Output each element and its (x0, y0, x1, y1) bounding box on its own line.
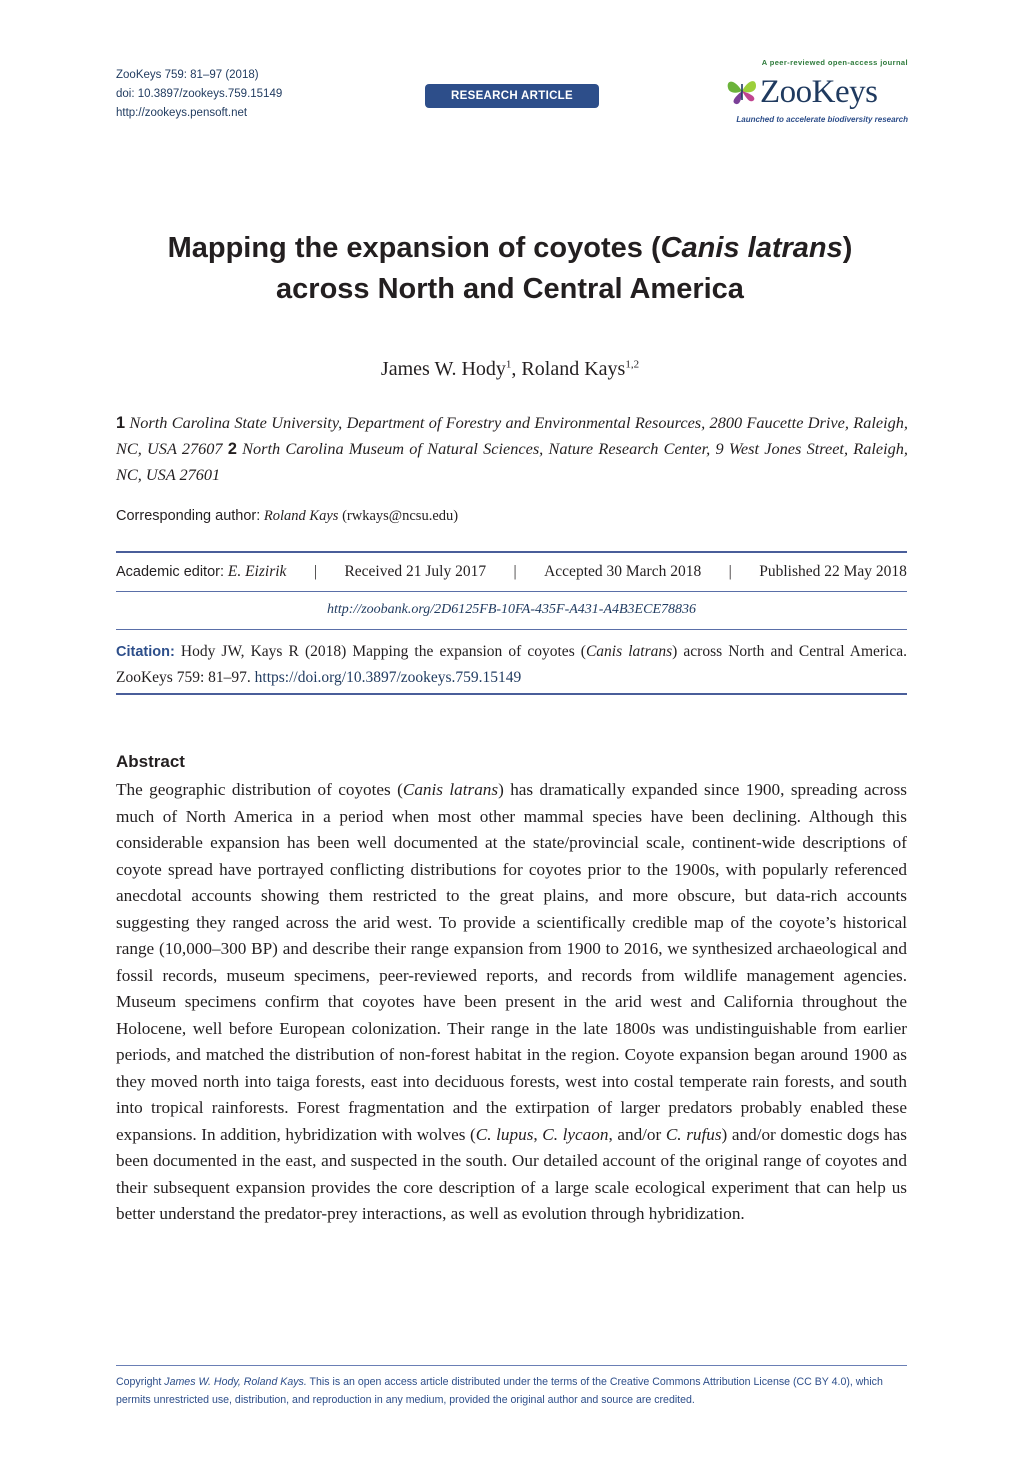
citation-doi-link[interactable]: https://doi.org/10.3897/zookeys.759.15149 (254, 669, 522, 686)
corresponding-name: Roland Kays (263, 508, 339, 524)
author-separator: , (511, 358, 522, 380)
footer-divider (116, 1365, 907, 1366)
title-line-1 (110, 228, 910, 269)
corresponding-author (116, 508, 458, 525)
abstract-body (116, 777, 907, 1228)
author-1: James W. Hody (380, 358, 506, 380)
copyright-label: Copyright (116, 1376, 162, 1388)
separator: | (313, 563, 317, 580)
article-title (110, 228, 910, 310)
author-2-affil: 1,2 (625, 358, 640, 371)
separator: | (728, 563, 732, 580)
citation-block (116, 639, 907, 691)
species-rufus: C. rufus (665, 1124, 722, 1144)
abstract-text-1: The geographic distribution of coyotes ( (116, 780, 403, 799)
abstract-species: Canis latrans (402, 780, 499, 799)
editorial-info (116, 563, 907, 581)
title-close-paren: ) (842, 232, 853, 264)
title-text: Mapping the expansion of coyotes ( (167, 232, 661, 264)
abstract-text-2: ) has dramatically expanded since 1900, spreading across much of North America in a period when most other mammal species have been declining. Although this considerable expansion has been well documented at the state/provincial scale, continent-wide descriptions of coyote spread have portrayed conflicting distributions for coyotes prior to the 1900s, with popularly referenced anecdotal accounts showing them restricted to the great plains, and more obscure, but data-rich accounts suggesting they ranged across the arid west. To provide a scientifically credible map of the coyote’s historical range (10,000–300 BP) and describe their range expansion from 1900 to 2016, we synthesized archaeological and fossil records, museum specimens, peer-reviewed reports, and records from wildlife management agencies. Museum specimens confirm that coyotes have been present in the arid west and California throughout the Holocene, well before European colonization. Their range in the late 1800s was undistinguishable from earlier periods, and matched the distribution of non-forest habitat in the region. Coyote expansion began around 1900 as they moved north into taiga forests, east into deciduous forests, west into costal temperate rain forests, and south into tropical rainforests. Forest fragmentation and the extirpation of larger predators probably enabled these expansions. In addition, hybridization with wolves ( (116, 780, 907, 1144)
logo-wordmark: ZooKeys (760, 74, 878, 110)
author-1-affil: 1 (505, 358, 512, 371)
author-list (110, 358, 910, 381)
copyright-footer (116, 1373, 907, 1409)
logo-tagline: A peer-reviewed open-access journal (761, 58, 908, 67)
divider-bottom (116, 693, 907, 695)
journal-meta (116, 66, 282, 123)
article-type-badge: RESEARCH ARTICLE (425, 84, 599, 108)
title-species: Canis latrans (660, 232, 843, 264)
received-date: Received 21 July 2017 (344, 563, 487, 580)
license-text: This is an open access article distributed under the terms of the Creative Commons Attribution License (CC BY 4.0), which permits unrestricted use, distribution, and reproduction in any medium, provided the original author and source are credited. (116, 1376, 883, 1406)
doi-link[interactable]: doi: 10.3897/zookeys.759.15149 (116, 88, 283, 100)
affil-2-number: 2 (227, 440, 237, 458)
citation-label: Citation: (116, 644, 175, 660)
divider-top (116, 551, 907, 553)
logo-slogan: Launched to accelerate biodiversity research (736, 115, 908, 124)
affil-2-text: North Carolina Museum of Natural Sciences, Nature Research Center, 9 West Jones Street, Raleigh, NC, USA 27601 (116, 439, 908, 484)
abstract-text-3: ) and/or domestic dogs has been documented in the east, and suspected in the south. Our detailed account of the original range of coyotes and their subsequent expansion provides the core description of a large scale ecological experiment that can help us better understand the predator-prey interactions, as well as evolution through hybridization. (116, 1124, 907, 1223)
separator: | (513, 563, 517, 580)
affil-1-number: 1 (116, 414, 126, 432)
corresponding-label: Corresponding author: (116, 508, 261, 524)
and-or: , and/or (608, 1124, 666, 1144)
species-lycaon: C. lycaon (542, 1124, 609, 1144)
species-lupus: C. lupus (475, 1124, 534, 1144)
butterfly-icon (724, 74, 760, 108)
journal-url-link[interactable]: http://zookeys.pensoft.net (116, 107, 248, 119)
citation-species: Canis latrans (585, 643, 673, 660)
accepted-date: Accepted 30 March 2018 (544, 563, 702, 580)
comma: , (533, 1124, 543, 1144)
author-2: Roland Kays (521, 358, 626, 380)
affil-1-text: North Carolina State University, Department of Forestry and Environmental Resources, 2800 Faucette Drive, Raleigh, NC, USA 27607 (116, 413, 908, 458)
affiliations (116, 410, 908, 488)
divider-editorial (116, 591, 907, 592)
corresponding-email[interactable]: (rwkays@ncsu.edu) (342, 508, 459, 524)
published-date: Published 22 May 2018 (759, 563, 907, 580)
title-line-2: across North and Central America (276, 273, 744, 305)
editor-name: E. Eizirik (227, 563, 287, 580)
citation-text-end: ) across North and Central America. ZooKeys 759: 81–97. (116, 643, 908, 686)
journal-reference: ZooKeys 759: 81–97 (2018) (116, 69, 259, 81)
citation-text: Hody JW, Kays R (2018) Mapping the expansion of coyotes ( (180, 643, 586, 660)
editor-label: Academic editor: (116, 564, 224, 580)
zookeys-logo (722, 58, 908, 128)
divider-zoobank (116, 629, 907, 630)
abstract-heading: Abstract (116, 752, 185, 771)
copyright-holders: James W. Hody, Roland Kays. (164, 1376, 307, 1388)
zoobank-link[interactable]: http://zoobank.org/2D6125FB-10FA-435F-A431-A4B3ECE78836 (326, 602, 696, 617)
